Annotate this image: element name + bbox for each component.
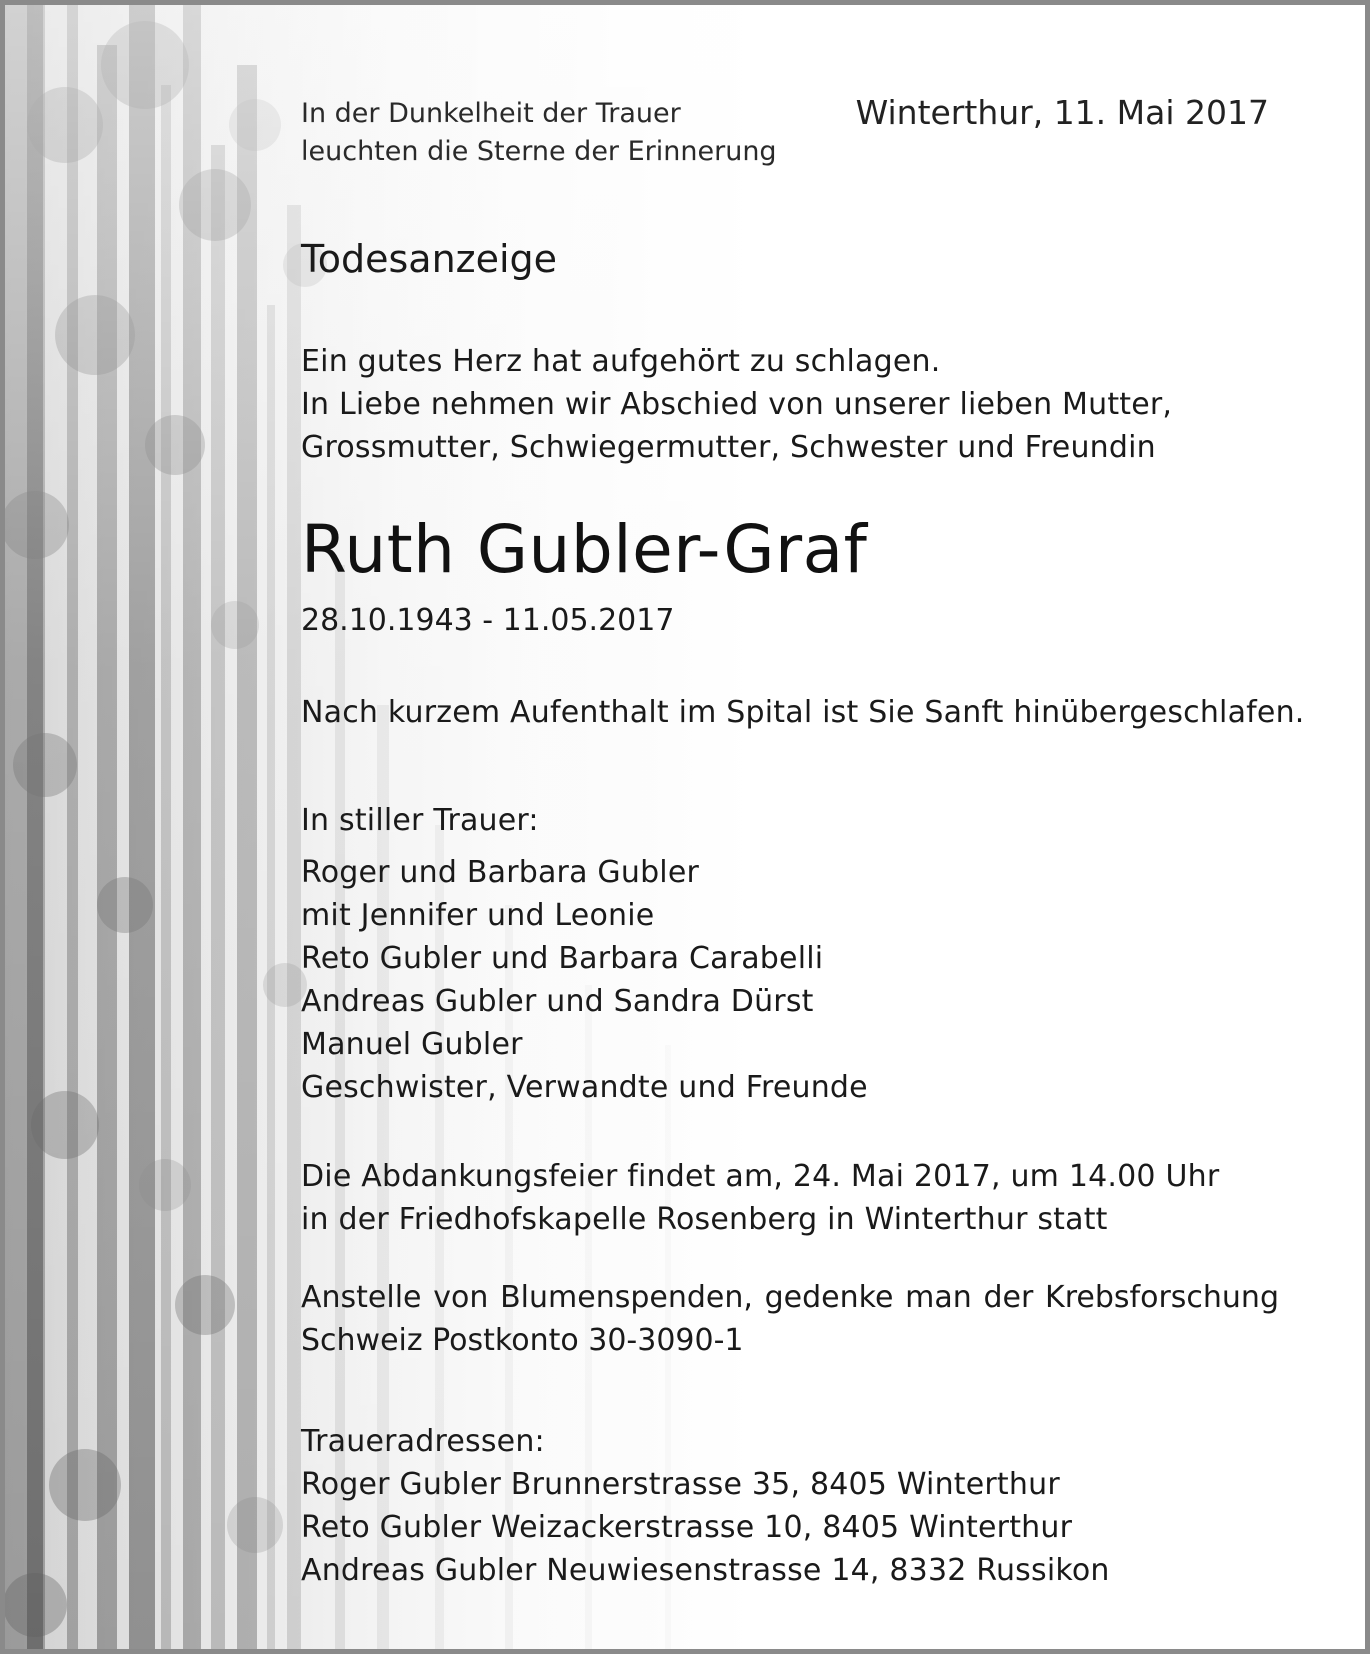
mourner-name: Andreas Gubler und Sandra Dürst <box>301 984 814 1019</box>
ceremony-line: in der Friedhofskapelle Rosenberg in Winterthur statt <box>301 1202 1108 1237</box>
mourner-name: Geschwister, Verwandte und Freunde <box>301 1070 868 1105</box>
place-date: Winterthur, 11. Mai 2017 <box>855 93 1269 132</box>
address-line: Roger Gubler Brunnerstrasse 35, 8405 Winterthur <box>301 1467 1060 1502</box>
mourner-name: Reto Gubler und Barbara Carabelli <box>301 941 824 976</box>
address-line: Reto Gubler Weizackerstrasse 10, 8405 Winterthur <box>301 1510 1073 1545</box>
intro-text <box>301 340 1172 469</box>
intro-line: In Liebe nehmen wir Abschied von unserer lieben Mutter, <box>301 387 1173 422</box>
forest-background-image <box>5 5 1370 1654</box>
donation-note: Anstelle von Blumenspenden, gedenke man der Krebsforschung Schweiz Postkonto 30-3090-1 <box>301 1280 1279 1358</box>
mourner-name: mit Jennifer und Leonie <box>301 898 655 933</box>
addresses-label: Traueradressen: <box>301 1424 545 1459</box>
life-dates: 28.10.1943 - 11.05.2017 <box>301 603 675 638</box>
deceased-name: Ruth Gubler-Graf <box>301 511 868 588</box>
mourner-name: Roger und Barbara Gubler <box>301 855 700 890</box>
ceremony-info <box>301 1155 1219 1241</box>
motto-line: In der Dunkelheit der Trauer <box>301 98 681 129</box>
passing-note: Nach kurzem Aufenthalt im Spital ist Sie Sanft hinübergeschlafen. <box>301 695 1305 730</box>
addresses-list <box>301 1463 1110 1592</box>
motto-line: leuchten die Sterne der Erinnerung <box>301 136 777 167</box>
heading: Todesanzeige <box>301 237 558 281</box>
ceremony-line: Die Abdankungsfeier findet am, 24. Mai 2017, um 14.00 Uhr <box>301 1159 1220 1194</box>
mourners-list <box>301 851 868 1109</box>
mourners-label: In stiller Trauer: <box>301 803 539 838</box>
intro-line: Ein gutes Herz hat aufgehört zu schlagen. <box>301 344 941 379</box>
address-line: Andreas Gubler Neuwiesenstrasse 14, 8332 Russikon <box>301 1553 1110 1588</box>
motto <box>301 95 777 171</box>
intro-line: Grossmutter, Schwiegermutter, Schwester und Freundin <box>301 430 1156 465</box>
mourner-name: Manuel Gubler <box>301 1027 523 1062</box>
